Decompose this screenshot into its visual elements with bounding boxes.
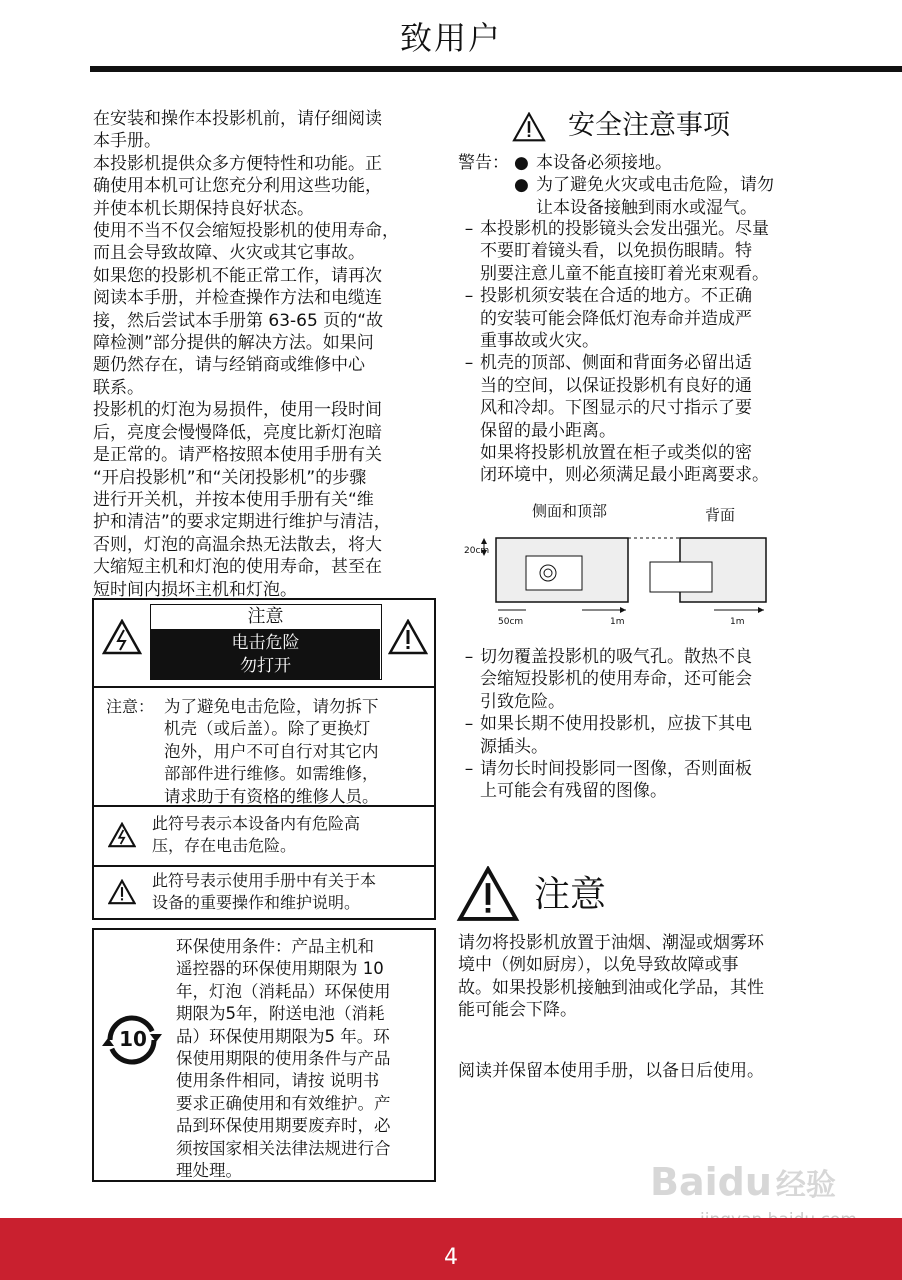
warning-symbol-icon <box>108 879 136 905</box>
shock-symbol-text: 此符号表示本设备内有危险高 压，存在电击危险。 <box>152 814 361 856</box>
safety-list-1 <box>458 218 808 487</box>
safety-warning-icon <box>512 112 546 142</box>
bullet-dot-icon: ● <box>514 175 529 196</box>
list-item-text: 投影机须安装在合适的地方。不正确 的安装可能会降低灯泡寿命并造成严 重事故或火灾。 <box>480 286 752 352</box>
watermark-brand-du: du <box>717 1160 772 1204</box>
warning-symbol-text: 此符号表示使用手册中有关于本 设备的重要操作和维护说明。 <box>152 871 377 913</box>
list-item-text: 如果长期不使用投影机，应拔下其电 源插头。 <box>480 714 752 757</box>
shock-caution-header-area <box>94 600 434 688</box>
dash-symbol: – <box>464 647 474 667</box>
danger-text-1: 电击危险 <box>231 633 300 653</box>
intro-text: 在安装和操作本投影机前，请仔细阅读 本手册。 本投影机提供众多方便特性和功能。正 确使用本机可让您充分利用这些功能， 并使本机长期保持良好状态。 使用不当不仅会缩短投影机的使用寿命， 而且会导致故障、火灾或其它事故。 如果您的投影机不能正常工作，请再次 阅读本手册，并检查操作方法和电缆连 接，然后尝试本手册第 63-65 页的“故 障检测”部分提供的解决方法。如果问 题仍然存在，请与经销商或维修中心 联系。 投影机的灯泡为易损件，使用一段时间 后，亮度会慢慢降低，亮度比新灯泡暗 是正常的。请严格按照本使用手册有关 “开启投影机”和“关闭投影机”的步骤 进行开关机，并按本使用手册有关“维 护和清洁”的要求定期进行维护与清洁， 否则，灯泡的高温余热无法散去，将大 大缩短主机和灯泡的使用寿命，甚至在 短时间内损坏主机和灯泡。 <box>93 109 399 600</box>
shock-warning-icon <box>102 619 142 655</box>
safety-list-2 <box>458 646 808 803</box>
caution-text: 请勿将投影机放置于油烟、潮湿或烟雾环 境中（例如厨房），以免导致故障或事 故。如果投影机接触到油或化学品，其性 能可能会下降。 <box>458 933 764 1021</box>
dash-symbol: – <box>464 714 474 735</box>
list-item <box>458 218 808 285</box>
caution-header-label: 注意 <box>151 605 380 629</box>
eco-badge-number: 10 <box>119 1027 147 1051</box>
caution-note-label: 注意： <box>106 697 155 716</box>
caution-note-text: 为了避免电击危险，请勿拆下 机壳（或后盖）。除了更换灯 泡外，用户不可自行对其它内 部部件进行维修。如需维修， 请求助于有资格的维修人员。 <box>164 697 379 806</box>
title-rule <box>90 66 902 72</box>
warning-bullet-item <box>514 174 814 219</box>
dim-back-label: 1m <box>730 617 745 627</box>
list-item <box>458 352 808 486</box>
watermark-brand-cn: 经验 <box>775 1168 836 1203</box>
list-item <box>458 285 808 352</box>
dash-symbol: – <box>464 286 474 307</box>
list-item <box>458 758 808 803</box>
dash-symbol: – <box>464 759 474 780</box>
diagram-label-side-top: 侧面和顶部 <box>532 502 608 520</box>
watermark-logo <box>650 1160 836 1208</box>
warning-bullet-text: 为了避免火灾或电击危险，请勿 让本设备接触到雨水或湿气。 <box>536 175 774 218</box>
eco-box <box>92 928 436 1182</box>
dash-symbol: – <box>464 219 474 239</box>
clearance-drawing <box>462 530 802 630</box>
list-item <box>458 646 808 713</box>
keep-manual-text: 阅读并保留本使用手册，以备日后使用。 <box>458 1061 764 1081</box>
caution-large-warning-icon <box>456 866 520 922</box>
symbol-row-warning <box>94 865 434 918</box>
eco-text: 环保使用条件：产品主机和 遥控器的环保使用期限为 10 年，灯泡（消耗品）环保使用 期限为5年，附送电池（消耗 品）环保使用期限为5 年。环 保使用期限的使用条件与产品 使用条件相同，请按 说明书 要求正确使用和有效维护。产 品到环保使用期要废弃时，必 须按国家相关法律法规进行合 理处理。 <box>176 937 391 1181</box>
warning-bullet-list <box>514 152 814 219</box>
dash-symbol: – <box>464 353 474 374</box>
list-item-text: 本投影机的投影镜头会发出强光。尽量 不要盯着镜头看，以免损伤眼睛。特 别要注意儿童不能直接盯着光束观看。 <box>480 219 769 284</box>
warning-bullet-text: 本设备必须接地。 <box>536 153 672 173</box>
list-item <box>458 713 808 758</box>
warning-bullet-item <box>514 152 814 174</box>
caution-label-panel <box>150 604 382 680</box>
list-item-text: 切勿覆盖投影机的吸气孔。散热不良 会缩短投影机的使用寿命，还可能会 引致危险。 <box>480 647 752 712</box>
diagram-label-back: 背面 <box>705 506 736 524</box>
general-warning-icon <box>388 619 428 655</box>
warning-label: 警告： <box>458 153 509 173</box>
safety-title: 安全注意事项 <box>568 110 730 141</box>
page-title: 致用户 <box>399 19 502 57</box>
page-number: 4 <box>444 1245 458 1270</box>
danger-text-2: 勿打开 <box>240 656 291 676</box>
dim-left-label: 50cm <box>498 617 524 627</box>
list-item-text: 请勿长时间投影同一图像，否则面板 上可能会有残留的图像。 <box>480 759 752 802</box>
danger-panel <box>151 629 380 679</box>
clearance-diagram <box>462 500 802 630</box>
shock-caution-box <box>92 598 436 920</box>
watermark-brand: Bai <box>650 1160 718 1204</box>
dim-top-label: 20cm <box>464 546 490 556</box>
dim-front-label: 1m <box>610 617 625 627</box>
caution-title: 注意 <box>534 874 607 915</box>
symbol-row-shock <box>94 805 434 867</box>
bullet-dot-icon: ● <box>514 153 529 173</box>
shock-symbol-icon <box>108 822 136 848</box>
list-item-text: 机壳的顶部、侧面和背面务必留出适 当的空间，以保证投影机有良好的通 风和冷却。下图显示的尺寸指示了要 保留的最小距离。 如果将投影机放置在柜子或类似的密 闭环境中，则必须满足最小距离要求。 <box>480 353 769 486</box>
